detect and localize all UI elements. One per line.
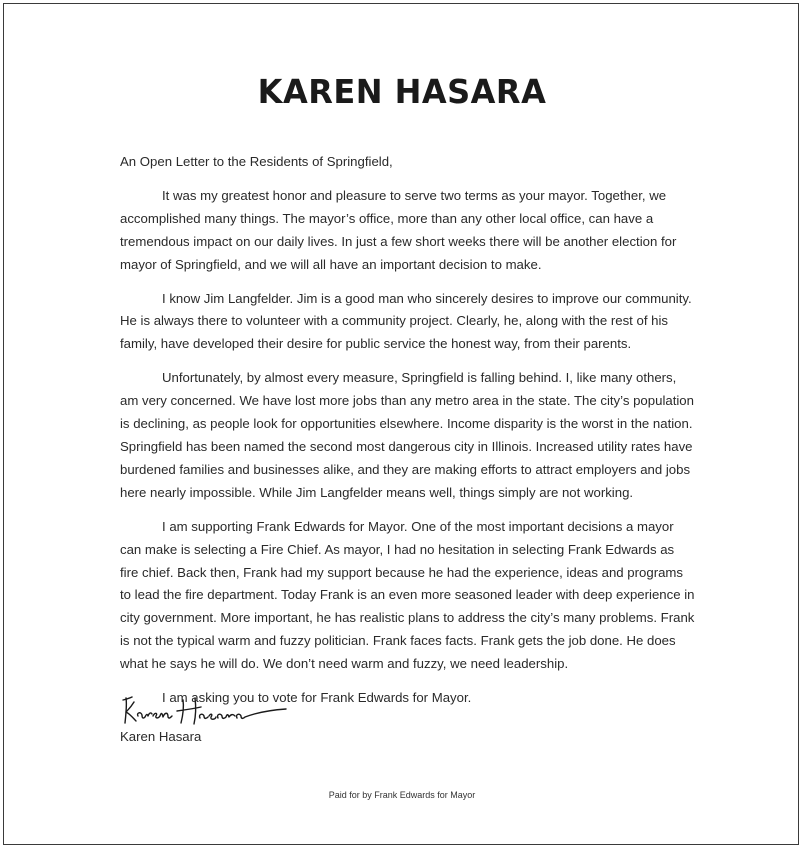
- paragraph-2: I know Jim Langfelder. Jim is a good man who sincerely desires to improve our community. He is always there to volunteer with a community project. Clearly, he, along with the rest of his family, have developed their desire for public service the honest way, from their parents.: [120, 290, 692, 352]
- salutation: An Open Letter to the Residents of Springfield,: [120, 154, 393, 169]
- page-title: KAREN HASARA: [257, 72, 547, 111]
- paragraph-5: I am asking you to vote for Frank Edwards for Mayor.: [162, 690, 472, 706]
- handwritten-signature: [120, 694, 300, 730]
- signer-name: Karen Hasara: [120, 729, 202, 744]
- paid-for-disclaimer: Paid for by Frank Edwards for Mayor: [328, 790, 476, 800]
- paragraph-4: I am supporting Frank Edwards for Mayor. One of the most important decisions a mayor can make is selecting a Fire Chief. As mayor, I had no hesitation in selecting Frank Edwards as fire chief. Back then, Frank had my support because he had the experience, ideas and programs to lead the fire department. Today Frank is an even more seasoned leader with deep experience in city government. More important, he has realistic plans to address the city’s many problems. Frank is not the typical warm and fuzzy politician. Frank faces facts. Frank gets the job done. He does what he says he will do. We don’t need warm and fuzzy, we need leadership.: [120, 518, 695, 672]
- paragraph-1: It was my greatest honor and pleasure to serve two terms as your mayor. Together, we accomplished many things. The mayor’s office, more than any other local office, can have a tremendous impact on our daily lives. In just a few short weeks there will be another election for mayor of Springfield, and we will all have an important decision to make.: [120, 187, 677, 272]
- letter-body: [120, 151, 695, 721]
- paragraph-3: Unfortunately, by almost every measure, Springfield is falling behind. I, like many others, am very concerned. We have lost more jobs than any metro area in the state. The city’s population is declining, as people look for opportunities elsewhere. Income disparity is the worst in the nation. Springfield has been named the second most dangerous city in Illinois. Increased utility rates have burdened families and businesses alike, and they are making efforts to attract employers and jobs here nearly impossible. While Jim Langfelder means well, things simply are not working.: [120, 370, 694, 500]
